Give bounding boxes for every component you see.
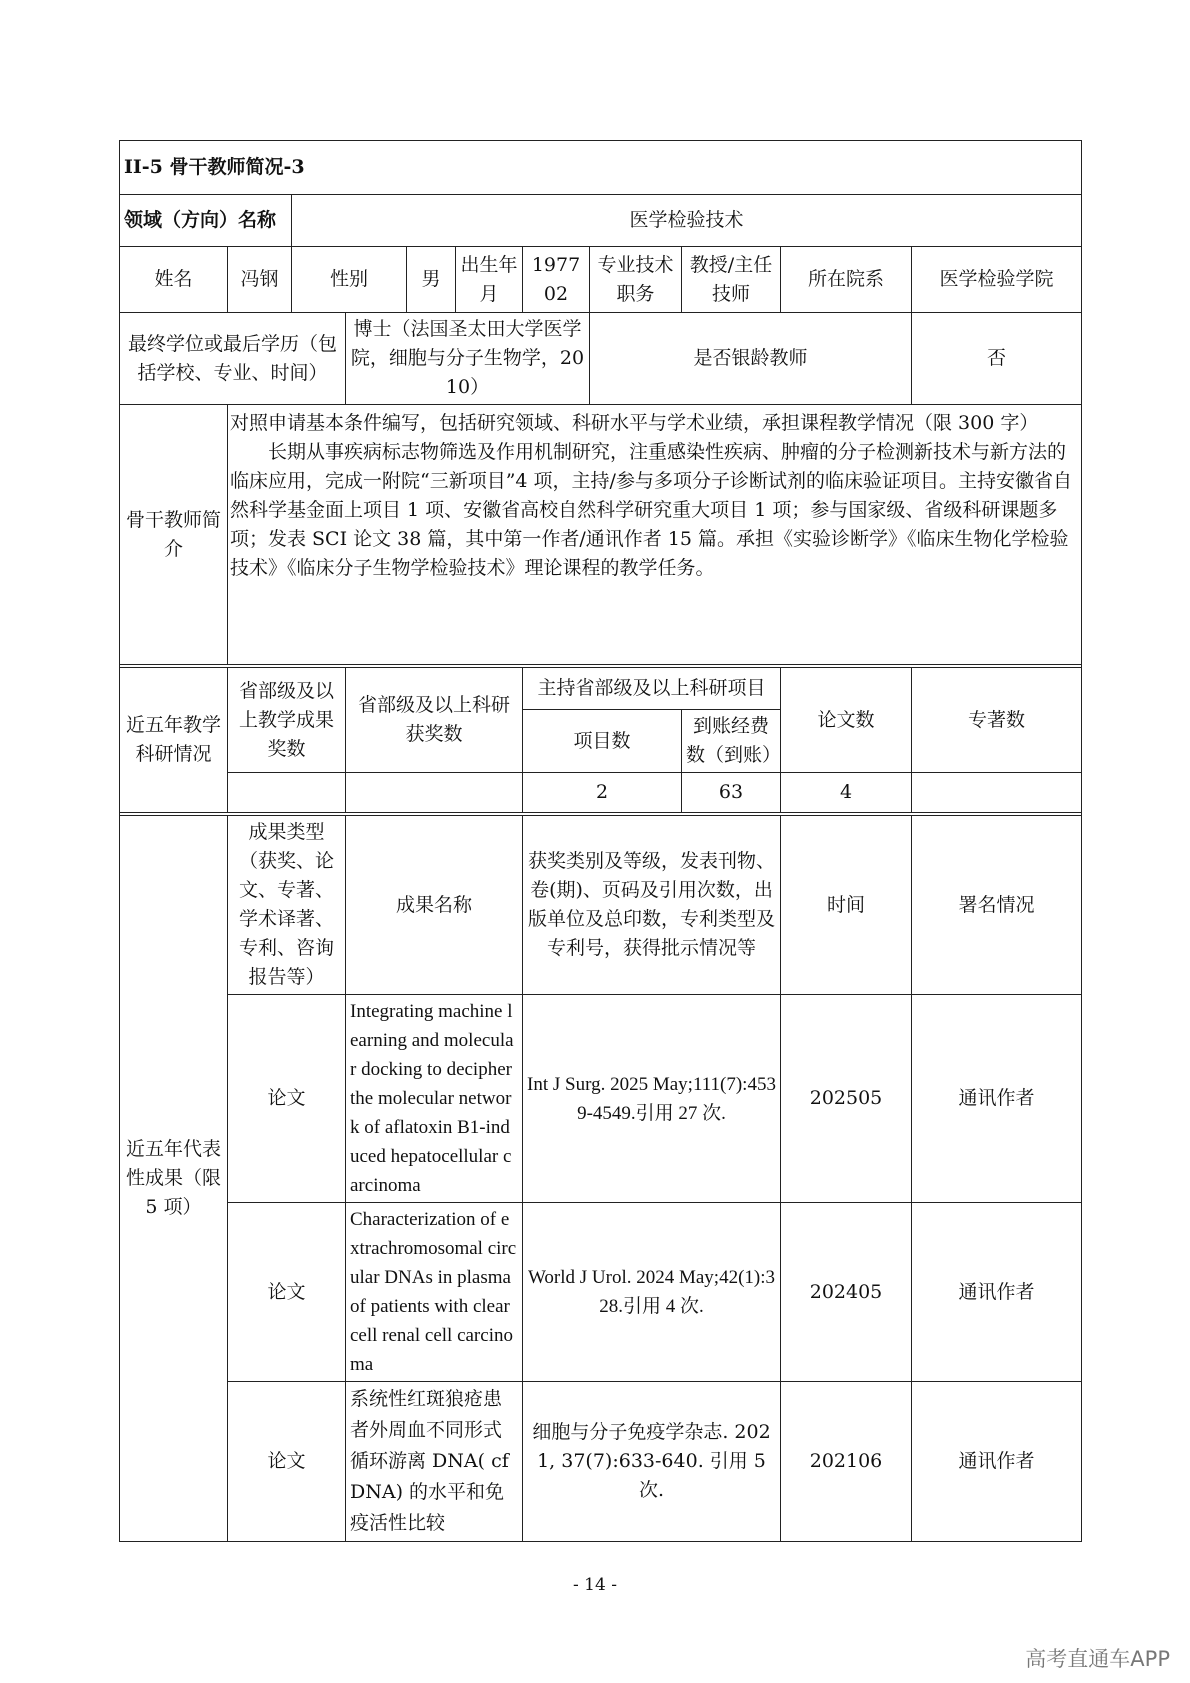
section-title: II-5 骨干教师简况-3 bbox=[120, 141, 1082, 195]
form-page bbox=[119, 140, 1081, 1542]
achievement-detail: Int J Surg. 2025 May;111(7):4539-4549.引用 27 次. bbox=[523, 995, 781, 1203]
birth-value: 197702 bbox=[523, 247, 590, 313]
name-value: 冯钢 bbox=[228, 247, 292, 313]
table-row bbox=[120, 1203, 1082, 1382]
title-value: 教授/主任技师 bbox=[682, 247, 781, 313]
funding-value: 63 bbox=[682, 773, 781, 813]
watermark: 高考直通车APP bbox=[1025, 1647, 1170, 1671]
field-value: 医学检验技术 bbox=[292, 195, 1082, 247]
senior-value: 否 bbox=[912, 313, 1082, 405]
gender-label: 性别 bbox=[292, 247, 407, 313]
teacher-profile-table bbox=[119, 140, 1082, 1542]
achievement-time: 202106 bbox=[781, 1382, 912, 1542]
col-research-award: 省部级及以上科研获奖数 bbox=[346, 668, 523, 773]
col-books: 专著数 bbox=[912, 668, 1082, 773]
col-detail: 获奖类别及等级，发表刊物、卷(期)、页码及引用次数，出版单位及总印数，专利类型及专利号，获得批示情况等 bbox=[523, 816, 781, 995]
achievement-time: 202505 bbox=[781, 995, 912, 1203]
achievement-author: 通讯作者 bbox=[912, 995, 1082, 1203]
achievement-time: 202405 bbox=[781, 1203, 912, 1382]
achievement-detail: World J Urol. 2024 May;42(1):328.引用 4 次. bbox=[523, 1203, 781, 1382]
achievement-author: 通讯作者 bbox=[912, 1203, 1082, 1382]
col-time: 时间 bbox=[781, 816, 912, 995]
intro-label: 骨干教师简介 bbox=[120, 405, 228, 665]
col-type: 成果类型（获奖、论文、专著、学术译著、专利、咨询报告等） bbox=[228, 816, 346, 995]
field-label: 领域（方向）名称 bbox=[120, 195, 292, 247]
achievement-name: Integrating machine learning and molecular docking to decipher the molecular network of aflatoxin B1-induced hepatocellular carcinoma bbox=[346, 995, 523, 1203]
col-teaching-award: 省部级及以上教学成果奖数 bbox=[228, 668, 346, 773]
intro-cell bbox=[228, 405, 1082, 665]
dept-value: 医学检验学院 bbox=[912, 247, 1082, 313]
gender-value: 男 bbox=[407, 247, 456, 313]
page-number: - 14 - bbox=[573, 1575, 617, 1595]
intro-prompt: 对照申请基本条件编写，包括研究领域、科研水平与学术业绩，承担课程教学情况（限 300 字） bbox=[230, 412, 1039, 434]
birth-label: 出生年月 bbox=[456, 247, 523, 313]
teaching-award-value bbox=[228, 773, 346, 813]
table-row bbox=[120, 1382, 1082, 1542]
title-label: 专业技术职务 bbox=[590, 247, 682, 313]
achievement-type: 论文 bbox=[228, 1382, 346, 1542]
research-label: 近五年教学科研情况 bbox=[120, 668, 228, 813]
project-count-value: 2 bbox=[523, 773, 682, 813]
degree-label: 最终学位或最后学历（包括学校、专业、时间） bbox=[120, 313, 346, 405]
col-name: 成果名称 bbox=[346, 816, 523, 995]
col-funding: 到账经费数（到账） bbox=[682, 710, 781, 773]
achievement-type: 论文 bbox=[228, 1203, 346, 1382]
table-row bbox=[120, 995, 1082, 1203]
achievements-label: 近五年代表性成果（限 5 项） bbox=[120, 816, 228, 1542]
papers-value: 4 bbox=[781, 773, 912, 813]
achievement-author: 通讯作者 bbox=[912, 1382, 1082, 1542]
name-label: 姓名 bbox=[120, 247, 228, 313]
col-projects-group: 主持省部级及以上科研项目 bbox=[523, 668, 781, 710]
books-value bbox=[912, 773, 1082, 813]
achievement-name: 系统性红斑狼疮患者外周血不同形式循环游离 DNA( cfDNA) 的水平和免疫活性比较 bbox=[346, 1382, 523, 1542]
achievement-type: 论文 bbox=[228, 995, 346, 1203]
dept-label: 所在院系 bbox=[781, 247, 912, 313]
achievement-name: Characterization of extrachromosomal circular DNAs in plasma of patients with clear cell renal cell carcinoma bbox=[346, 1203, 523, 1382]
intro-text: 长期从事疾病标志物筛选及作用机制研究，注重感染性疾病、肿瘤的分子检测新技术与新方法的临床应用，完成一附院“三新项目”4 项，主持/参与多项分子诊断试剂的临床验证项目。主持安徽省自然科学基金面上项目 1 项、安徽省高校自然科学研究重大项目 1 项；参与国家级、省级科研课题多项；发表 SCI 论文 38 篇，其中第一作者/通讯作者 15 篇。承担《实验诊断学》《临床生物化学检验技术》《临床分子生物学检验技术》理论课程的教学任务。 bbox=[230, 441, 1072, 579]
col-author: 署名情况 bbox=[912, 816, 1082, 995]
degree-value: 博士（法国圣太田大学医学院，细胞与分子生物学，2010） bbox=[346, 313, 590, 405]
senior-label: 是否银龄教师 bbox=[590, 313, 912, 405]
research-award-value bbox=[346, 773, 523, 813]
col-project-count: 项目数 bbox=[523, 710, 682, 773]
col-papers: 论文数 bbox=[781, 668, 912, 773]
achievement-detail: 细胞与分子免疫学杂志. 2021, 37(7):633-640. 引用 5 次. bbox=[523, 1382, 781, 1542]
